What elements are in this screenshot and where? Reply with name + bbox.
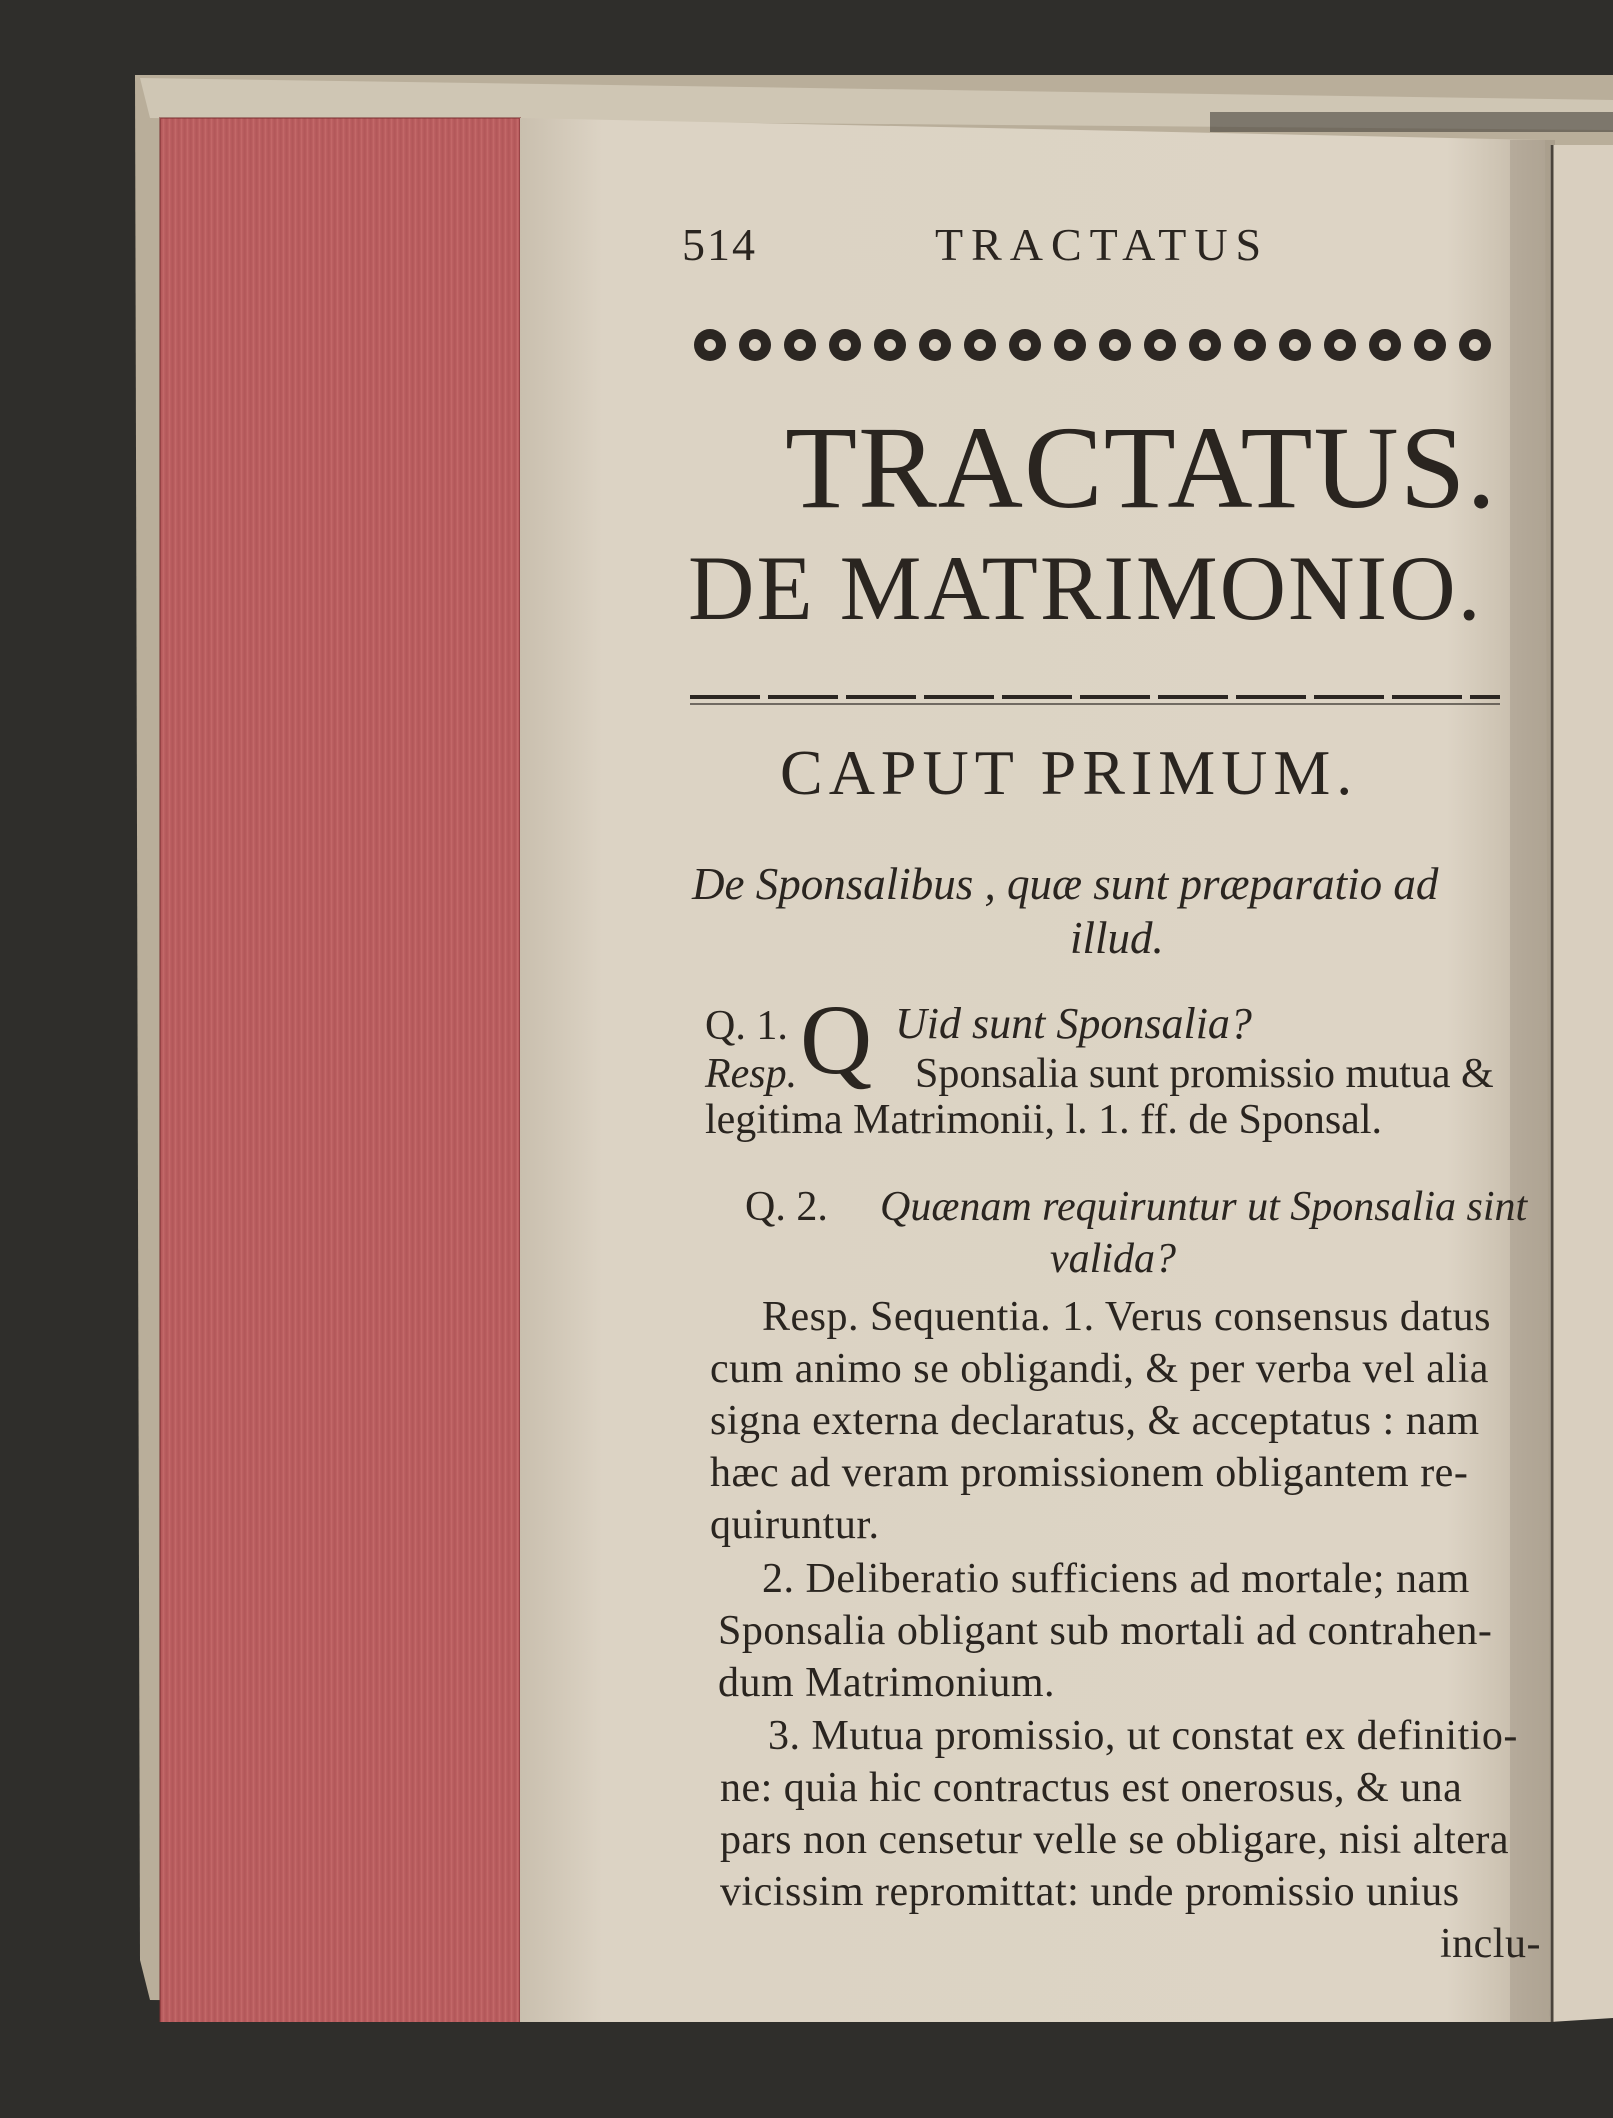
drop-cap-initial: Q: [800, 984, 873, 1095]
title-de-matrimonio: DE MATRIMONIO.: [688, 537, 1483, 639]
body-line: 3. Mutua promissio, ut constat ex definitio-: [768, 1713, 1518, 1759]
page-number: 514: [682, 219, 757, 270]
red-page-edges: [160, 118, 520, 2023]
body-line: quiruntur.: [710, 1502, 880, 1548]
body-line: ne: quia hic contractus est onerosus, & una: [720, 1765, 1463, 1811]
chapter-subtitle-line2: illud.: [1070, 913, 1164, 963]
body-line: hæc ad veram promissionem obligantem re-: [710, 1450, 1469, 1496]
running-head: TRACTATUS: [935, 219, 1270, 270]
body-line: pars non censetur velle se obligare, nisi altera: [720, 1817, 1510, 1863]
page-right: [1550, 145, 1613, 2022]
headband-stripes: [1210, 112, 1613, 132]
body-line: Sponsalia obligant sub mortali ad contrahen-: [718, 1608, 1493, 1654]
question-2-text-line1: Quænam requiruntur ut Sponsalia sint: [880, 1184, 1528, 1230]
title-tractatus: TRACTATUS.: [785, 402, 1497, 533]
body-line: 2. Deliberatio sufficiens ad mortale; nam: [762, 1556, 1470, 1602]
body-line: dum Matrimonium.: [718, 1660, 1055, 1706]
question-1-text: Uid sunt Sponsalia?: [895, 999, 1252, 1048]
question-1-label: Q. 1.: [705, 1003, 788, 1049]
answer-1-line2: legitima Matrimonii, l. 1. ff. de Sponsal.: [705, 1097, 1382, 1143]
question-2-text-line2: valida?: [1050, 1236, 1176, 1282]
body-line: signa externa declaratus, & acceptatus : nam: [710, 1398, 1480, 1444]
body-line: Resp. Sequentia. 1. Verus consensus datus: [762, 1294, 1491, 1340]
body-line: cum animo se obligandi, & per verba vel alia: [710, 1346, 1489, 1392]
response-label: Resp.: [705, 1051, 798, 1097]
catchword: inclu-: [1440, 1921, 1541, 1967]
question-2-label: Q. 2.: [745, 1184, 828, 1230]
body-line: vicissim repromittat: unde promissio unius: [720, 1869, 1460, 1915]
chapter-subtitle-line1: De Sponsalibus , quæ sunt præparatio ad: [692, 859, 1439, 909]
answer-1-line1: Sponsalia sunt promissio mutua &: [915, 1051, 1494, 1097]
chapter-heading: CAPUT PRIMUM.: [780, 737, 1359, 808]
